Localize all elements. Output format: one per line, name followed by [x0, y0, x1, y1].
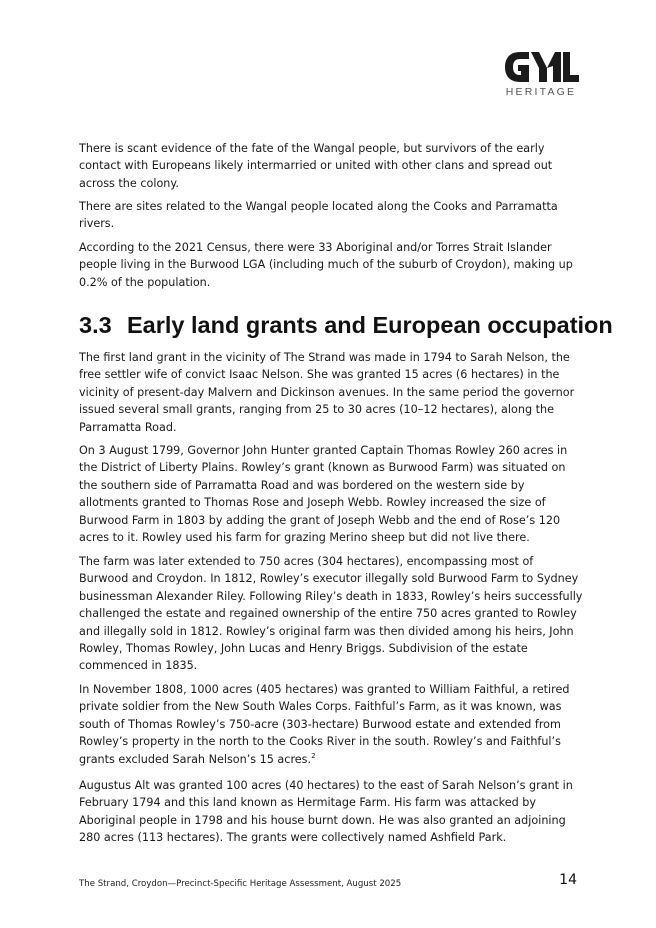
section-paragraph-3 — [79, 553, 584, 675]
paragraph: In November 1808, 1000 acres (405 hectares) was granted to William Faithful, a retired private soldier from the New South Wales Corps. Faithful’s Farm, as it was known, was south of Thomas Rowley’s 750-acre (303-hectare) Burwood estate and extended from Rowley’s property in the north to the Cooks River in the south. Rowley’s and Faithful’s grants excluded Sarah Nelson’s 15 acres. — [79, 683, 570, 766]
paragraph: There is scant evidence of the fate of the Wangal people, but survivors of the early contact with Europeans likely intermarried or united with other clans and spread out across the colony. — [79, 142, 553, 190]
paragraph: The first land grant in the vicinity of The Strand was made in 1794 to Sarah Nelson, the free settler wife of convict Isaac Nelson. She was granted 15 acres (6 hectares) in the vicinity of present-day Malvern and Dickinson avenues. In the same period the governor issued several small grants, ranging from 25 to 30 acres (10–12 hectares), along the Parramatta Road. — [79, 351, 575, 434]
paragraph: According to the 2021 Census, there were 33 Aboriginal and/or Torres Strait Islander people living in the Burwood LGA (including much of the suburb of Croydon), making up 0.2% of the population. — [79, 241, 573, 289]
footer-text: The Strand, Croydon—Precinct-Specific Heritage Assessment, August 2025 — [79, 879, 402, 889]
page-number: 14 — [559, 872, 577, 888]
intro-paragraph-2 — [79, 198, 584, 233]
intro-paragraph-3 — [79, 239, 584, 291]
gml-heritage-logo — [503, 50, 579, 100]
intro-paragraph-1 — [79, 140, 584, 192]
section-heading — [79, 312, 613, 339]
section-title: Early land grants and European occupation — [127, 312, 613, 338]
paragraph: There are sites related to the Wangal people located along the Cooks and Parramatta rivers. — [79, 200, 558, 231]
section-paragraph-1 — [79, 349, 584, 436]
paragraph: The farm was later extended to 750 acres (304 hectares), encompassing most of Burwood and Croydon. In 1812, Rowley’s executor illegally sold Burwood Farm to Sydney businessman Alexander Riley. Following Riley’s death in 1833, Rowley’s heirs successfully challenged the estate and regained ownership of the entire 750 acres granted to Rowley and illegally sold in 1812. Rowley’s original farm was then divided among his heirs, John Rowley, Thomas Rowley, John Lucas and Henry Briggs. Subdivision of the estate commenced in 1835. — [79, 555, 583, 673]
gml-logo-mark-icon — [503, 50, 579, 84]
section-paragraph-4 — [79, 681, 584, 768]
footnote-reference[interactable]: 2 — [311, 751, 316, 760]
paragraph: Augustus Alt was granted 100 acres (40 hectares) to the east of Sarah Nelson’s grant in February 1794 and this land known as Hermitage Farm. His farm was attacked by Aboriginal people in 1798 and his house burnt down. He was also granted an adjoining 280 acres (113 hectares). The grants were collectively named Ashfield Park. — [79, 779, 573, 845]
logo-subtitle: HERITAGE — [505, 86, 577, 98]
section-paragraph-5 — [79, 777, 584, 847]
paragraph: On 3 August 1799, Governor John Hunter granted Captain Thomas Rowley 260 acres in the District of Liberty Plains. Rowley’s grant (known as Burwood Farm) was situated on the southern side of Parramatta Road and was bordered on the western side by allotments granted to Thomas Rose and Joseph Webb. Rowley increased the size of Burwood Farm in 1803 by adding the grant of Joseph Webb and the end of Rose’s 120 acres to it. Rowley used his farm for grazing Merino sheep but did not live there. — [79, 444, 568, 545]
section-number: 3.3 — [79, 312, 112, 338]
section-paragraph-2 — [79, 442, 584, 546]
